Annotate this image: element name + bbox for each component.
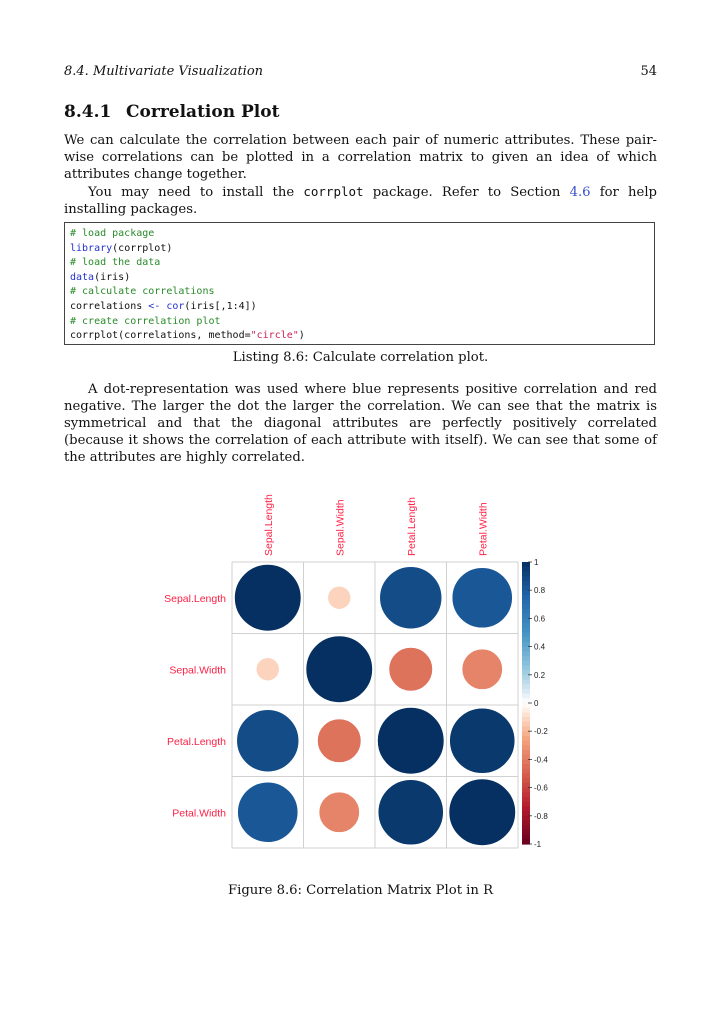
colorbar-segment — [522, 802, 530, 807]
colorbar-segment — [522, 797, 530, 802]
code-line-5 — [70, 285, 649, 300]
colorbar-segment — [522, 665, 530, 670]
colorbar-tick-label: -1 — [534, 840, 542, 849]
page-number: 54 — [640, 64, 657, 79]
correlation-circle-sepal-length-petal-length — [380, 567, 442, 629]
package-name-code: corrplot — [303, 184, 364, 199]
colorbar-segment — [522, 633, 530, 638]
colorbar-tick-label: 0.2 — [534, 670, 546, 680]
colorbar-segment — [522, 604, 530, 609]
colorbar-segment — [522, 581, 530, 586]
code-comment: # load the data — [70, 257, 161, 269]
colorbar-segment — [522, 647, 530, 652]
correlation-circle-sepal-width-petal-width — [462, 649, 502, 689]
correlation-circle-sepal-width-sepal-length — [256, 658, 279, 681]
install-text-3: for help installing packages. — [64, 185, 658, 217]
colorbar-tick-label: 0.8 — [534, 586, 546, 596]
colorbar-segment — [522, 806, 530, 811]
colorbar-segment — [522, 637, 530, 642]
description-paragraph: A dot-representation was used where blue represents positive correlation and red negative. The larger the dot the larger the correlation. We can see that the matrix is symmetrical and that the diagonal attributes are perfectly positively correlated (because it shows the correlation of each attribute with itself). We can see that some of the attributes are highly correlated. — [64, 382, 657, 465]
code-function: cor — [166, 300, 185, 312]
colorbar-tick-label: -0.4 — [534, 755, 548, 765]
colorbar-segment — [522, 571, 530, 576]
code-line-8 — [70, 329, 649, 344]
colorbar-segment — [522, 675, 530, 680]
code-listing — [64, 222, 655, 345]
colorbar-tick-label: -0.6 — [534, 783, 548, 793]
colorbar-tick-label: 0.6 — [534, 614, 546, 624]
code-line-2 — [70, 242, 649, 257]
colorbar-segment — [522, 628, 530, 633]
correlation-circle-petal-width-sepal-length — [238, 782, 298, 842]
colorbar-segment — [522, 609, 530, 614]
colorbar-segment — [522, 825, 530, 830]
colorbar-segment — [522, 684, 530, 689]
intro-paragraph: We can calculate the correlation between each pair of numeric attributes. These pair-wise correlations can be plotted in a correlation matrix to given an idea of which attributes change together. — [64, 133, 657, 182]
listing-caption: Listing 8.6: Calculate correlation plot. — [232, 350, 489, 365]
code-comment: # calculate correlations — [70, 286, 215, 298]
section-heading — [64, 102, 279, 122]
colorbar-segment — [522, 689, 530, 694]
code-string: "circle" — [250, 330, 299, 342]
column-label: Sepal.Length — [262, 494, 275, 556]
code-text: (iris) — [94, 271, 131, 283]
correlation-circle-petal-width-petal-length — [378, 780, 443, 845]
colorbar-segment — [522, 567, 530, 572]
code-function: library — [70, 242, 113, 254]
colorbar-tick-label: 0 — [534, 699, 539, 708]
colorbar-segment — [522, 694, 530, 699]
install-text-1: You may need to install the — [88, 185, 304, 200]
colorbar-segment — [522, 741, 530, 746]
install-text-2: package. Refer to Section — [363, 185, 570, 200]
colorbar-segment — [522, 576, 530, 581]
code-line-6 — [70, 300, 649, 315]
running-header — [64, 64, 657, 84]
colorbar-segment — [522, 651, 530, 656]
code-text: ) — [298, 330, 305, 342]
correlation-circle-sepal-length-petal-width — [452, 568, 512, 628]
correlation-circle-petal-width-sepal-width — [319, 792, 359, 832]
correlation-circle-sepal-length-sepal-length — [235, 565, 302, 632]
section-number: 8.4.1 — [64, 102, 112, 122]
code-comment: # load package — [70, 228, 155, 239]
colorbar-tick-label: 1 — [534, 558, 539, 567]
colorbar-segment — [522, 788, 530, 793]
row-label: Sepal.Length — [164, 592, 226, 605]
colorbar-segment — [522, 816, 530, 821]
colorbar-segment — [522, 623, 530, 628]
colorbar-tick-label: 0.4 — [534, 642, 546, 652]
correlation-plot — [0, 470, 721, 870]
correlation-circle-petal-length-petal-length — [378, 708, 445, 775]
colorbar-segment — [522, 656, 530, 661]
colorbar-segment — [522, 595, 530, 600]
code-comment: # create correlation plot — [70, 315, 221, 327]
figure-caption: Figure 8.6: Correlation Matrix Plot in R — [227, 883, 494, 898]
colorbar-segment — [522, 712, 530, 717]
colorbar-segment — [522, 750, 530, 755]
correlation-circle-sepal-width-petal-length — [389, 647, 433, 691]
code-line-7 — [70, 315, 649, 330]
correlation-circle-sepal-length-sepal-width — [328, 586, 351, 609]
row-label: Petal.Length — [167, 735, 226, 748]
colorbar-segment — [522, 830, 530, 835]
colorbar-segment — [522, 759, 530, 764]
colorbar-segment — [522, 722, 530, 727]
colorbar-segment — [522, 821, 530, 826]
colorbar-segment — [522, 717, 530, 722]
colorbar-segment — [522, 600, 530, 605]
colorbar-segment — [522, 703, 530, 708]
colorbar-segment — [522, 590, 530, 595]
install-paragraph — [64, 183, 657, 218]
code-text: correlations — [70, 300, 149, 312]
column-label: Petal.Width — [477, 502, 490, 556]
section-ref-link[interactable]: 4.6 — [569, 185, 591, 200]
correlation-circle-petal-length-sepal-width — [317, 719, 361, 763]
colorbar-segment — [522, 708, 530, 713]
code-text: (corrplot) — [112, 242, 173, 254]
colorbar-segment — [522, 764, 530, 769]
code-line-3 — [70, 256, 649, 271]
code-text: (iris[,1:4]) — [184, 300, 257, 312]
colorbar-segment — [522, 731, 530, 736]
colorbar-segment — [522, 661, 530, 666]
colorbar-tick-label: -0.2 — [534, 727, 548, 737]
code-function: data — [70, 271, 95, 283]
colorbar-segment — [522, 835, 530, 840]
colorbar-segment — [522, 774, 530, 779]
row-label: Sepal.Width — [169, 664, 226, 677]
correlation-circle-petal-width-petal-width — [449, 779, 516, 846]
chapter-title: 8.4. Multivariate Visualization — [64, 64, 264, 79]
code-line-1 — [70, 227, 649, 242]
colorbar-segment — [522, 769, 530, 774]
colorbar-tick-label: -0.8 — [534, 811, 548, 821]
correlation-circle-petal-length-petal-width — [450, 708, 515, 773]
code-line-4 — [70, 271, 649, 286]
column-label: Petal.Length — [405, 497, 418, 556]
column-label: Sepal.Width — [334, 499, 347, 556]
colorbar-segment — [522, 736, 530, 741]
colorbar-segment — [522, 745, 530, 750]
section-title: Correlation Plot — [126, 102, 280, 122]
code-text: corrplot(correlations, method= — [70, 330, 251, 342]
correlation-circle-sepal-width-sepal-width — [306, 636, 373, 703]
colorbar-segment — [522, 792, 530, 797]
colorbar-segment — [522, 778, 530, 783]
colorbar-segment — [522, 618, 530, 623]
correlation-circle-petal-length-sepal-length — [237, 710, 299, 772]
colorbar-segment — [522, 562, 530, 567]
code-operator: <- — [148, 300, 161, 312]
row-label: Petal.Width — [172, 807, 226, 820]
colorbar-segment — [522, 680, 530, 685]
